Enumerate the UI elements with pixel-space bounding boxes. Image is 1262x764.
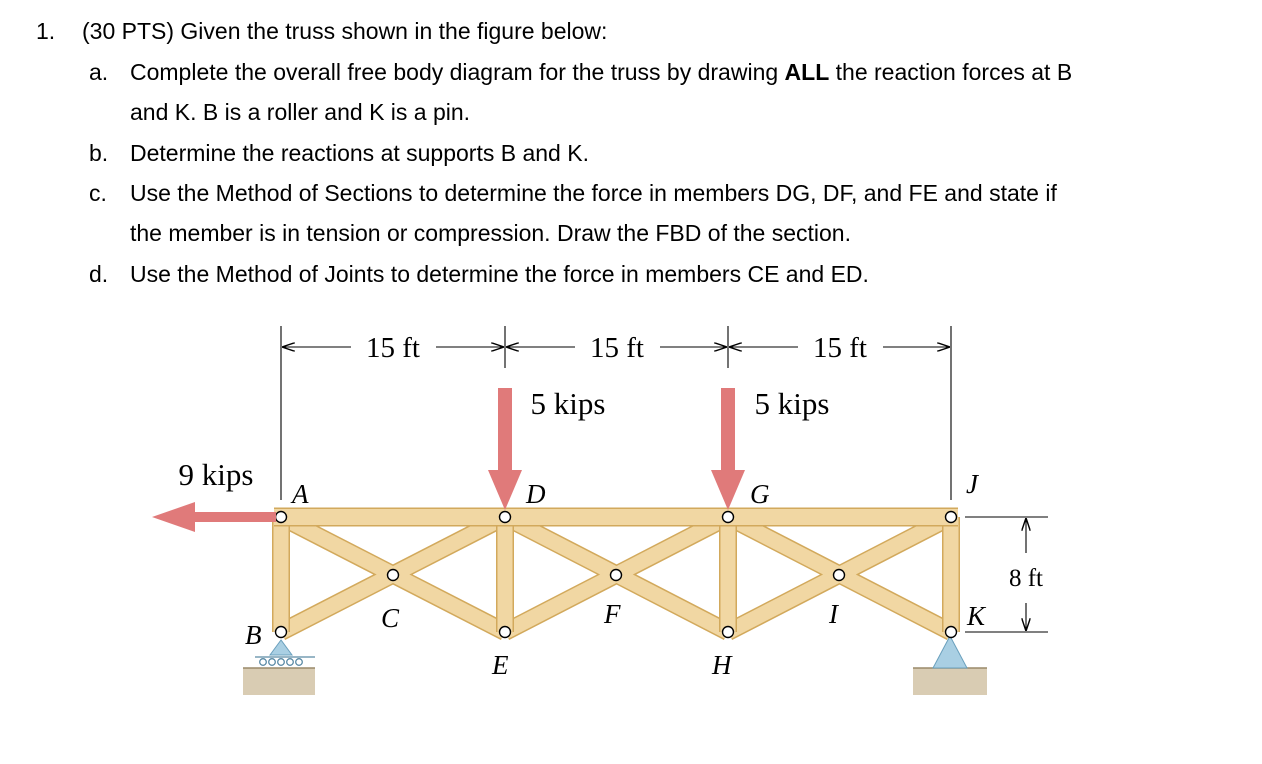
load-label-g: 5 kips: [754, 386, 830, 421]
label-h: H: [712, 650, 732, 680]
part-c-line2: the member is in tension or compression. Draw the FBD of the section.: [130, 220, 851, 246]
part-d-marker: d.: [89, 261, 109, 287]
part-a-marker: a.: [89, 59, 109, 85]
part-b-marker: b.: [89, 140, 109, 166]
label-j: J: [966, 469, 978, 499]
load-arrow-d: [488, 388, 522, 510]
part-a-line1: Complete the overall free body diagram for the truss by drawing ALL the reaction forces at B: [130, 59, 1073, 85]
joint-g: [723, 512, 734, 523]
label-b: B: [245, 620, 262, 650]
dim-label-1: 15 ft: [366, 332, 420, 364]
joint-a: [276, 512, 287, 523]
part-b-line1: Determine the reactions at supports B and K.: [130, 140, 589, 166]
roller-support-b: [255, 640, 315, 665]
joint-k: [946, 627, 957, 638]
label-k: K: [967, 601, 986, 631]
dim-label-3: 15 ft: [813, 332, 867, 364]
joint-h: [723, 627, 734, 638]
joint-d: [500, 512, 511, 523]
ground-right: [913, 668, 987, 695]
joint-c: [388, 570, 399, 581]
problem-intro: (30 PTS) Given the truss shown in the figure below:: [82, 18, 608, 44]
load-label-left: 9 kips: [178, 457, 254, 492]
problem-number: 1.: [36, 18, 56, 44]
joint-b: [276, 627, 287, 638]
label-c: C: [381, 603, 400, 633]
dim-label-2: 15 ft: [590, 332, 644, 364]
pin-support-k: [933, 636, 967, 668]
joint-j: [946, 512, 957, 523]
part-a-emphasis: ALL: [784, 59, 830, 85]
joint-i: [834, 570, 845, 581]
label-f: F: [604, 599, 621, 629]
part-c-marker: c.: [89, 180, 107, 206]
label-g: G: [750, 479, 770, 509]
part-a-line2: and K. B is a roller and K is a pin.: [130, 99, 471, 125]
part-d-line1: Use the Method of Joints to determine the force in members CE and ED.: [130, 261, 869, 287]
joint-e: [500, 627, 511, 638]
part-c-line1: Use the Method of Sections to determine the force in members DG, DF, and FE and state if: [130, 180, 1057, 206]
label-i: I: [829, 599, 838, 629]
label-a: A: [292, 479, 309, 509]
load-arrow-g: [711, 388, 745, 510]
label-d: D: [526, 479, 546, 509]
label-e: E: [492, 650, 509, 680]
joint-f: [611, 570, 622, 581]
dim-label-height: 8 ft: [1008, 565, 1044, 592]
load-label-d: 5 kips: [530, 386, 606, 421]
ground-left: [243, 668, 315, 695]
load-arrow-left: [152, 502, 276, 532]
